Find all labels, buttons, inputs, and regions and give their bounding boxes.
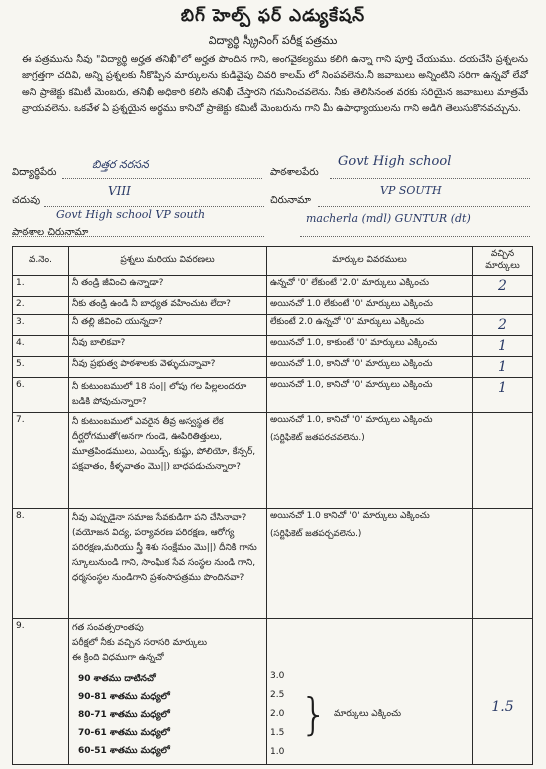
- row-score-cell[interactable]: [473, 509, 533, 619]
- row-number: 8.: [13, 509, 69, 619]
- band-value: 1.0: [270, 747, 285, 757]
- table-row: [13, 336, 533, 357]
- percent-band: 70-61 శాతము మధ్యలో: [78, 728, 170, 738]
- row-score: 1: [498, 359, 507, 375]
- col-header-score: వచ్చిన మార్కులు: [473, 247, 533, 276]
- class-value[interactable]: VIII: [108, 184, 131, 198]
- row-marks: అయినచో 1.0, కానిచో '0' మార్కులు ఎక్కించు: [270, 415, 433, 425]
- district-value[interactable]: macherla (mdl) GUNTUR (dt): [306, 212, 471, 225]
- band-value: 2.5: [270, 690, 285, 700]
- percent-band: 60-51 శాతము మధ్యలో: [78, 746, 170, 756]
- address-value[interactable]: VP SOUTH: [380, 184, 442, 197]
- row-marks: అయినచో 1.0, కానిచో '0' మార్కులు ఎక్కించు: [267, 378, 473, 413]
- row-number: 1.: [13, 276, 69, 297]
- row-number: 7.: [13, 413, 69, 509]
- col-header-marks: మార్కుల వివరములు: [267, 247, 473, 276]
- table-row: [13, 297, 533, 315]
- intro-paragraph: ఈ పత్రమును నీవు "విద్యార్థి అర్హత తనిఖీ"లో అర్హత పొందిన గాని, అంగవైకల్యము కలిగి ఉన్నా గాని పూర్తి చేయుము. దయచేసి ప్రశ్నలను జాగ్రత్తగా చదివి, అన్ని ప్రశ్నలకు నీకొప్పిన మార్కులను కుడివైపు చివరి కాలమ్ లో నింపవలెను.నీ జవాబులు అన్నింటిని సరిగా ఉన్నవో లేవో అని ప్రాజెక్టు కమిటీ మెంబరు, తనిఖీ అధికారి కలిసి తనిఖీ చేస్తారని గమనించవలెను. నీకు తెలిసినంత వరకు సరియైన జవాబులు మాత్రమే వ్రాయవలెను. ఒకవేళ ఏ ప్రశ్నయైన అర్థము కానిచో ప్రాజెక్టు కమిటీ మెంబరును గాని మీ ఉపాధ్యాయులను గాని అడిగి తెలుసుకొనవచ్చును.: [22, 54, 528, 115]
- row-score: 2: [498, 278, 507, 294]
- school-address-line: [12, 236, 264, 237]
- class-label: చదువు: [12, 195, 41, 206]
- row-number: 3.: [13, 315, 69, 336]
- school-name-label: పాఠశాలపేరు: [270, 167, 319, 178]
- row-score: 1.5: [491, 699, 514, 715]
- row-question-cell: [69, 619, 267, 765]
- row-score-cell[interactable]: [473, 297, 533, 315]
- row-score: 1: [498, 338, 507, 354]
- question-line: పరీక్షలో నీకు వచ్చిన సరాసరి మార్కులు: [72, 638, 208, 648]
- row-number: 5.: [13, 357, 69, 378]
- row-marks: అయినచో 1.0 లేకుంటే '0' మార్కులు ఎక్కించు: [267, 297, 473, 315]
- row-score: 2: [498, 317, 507, 333]
- screening-table: [12, 246, 533, 765]
- row-marks-note: (సర్టిఫికెట్ జతపరచవలెను.): [270, 433, 365, 443]
- school-address-value[interactable]: Govt High school VP south: [56, 208, 206, 221]
- district-line: [300, 236, 530, 237]
- row-marks: మార్కులు ఎక్కించు: [334, 708, 402, 719]
- brace-icon: }: [300, 688, 328, 740]
- row-marks: అయినచో 1.0, కాకుంటే '0' మార్కులు ఎక్కించు: [267, 336, 473, 357]
- school-name-value[interactable]: Govt High school: [338, 154, 452, 169]
- address-label: చిరునామా: [270, 195, 311, 206]
- row-score-cell[interactable]: [473, 378, 533, 413]
- row-question: నీవు ప్రభుత్వ పాఠశాలకు వెళ్ళుచున్నావా?: [69, 357, 267, 378]
- row-score-cell[interactable]: [473, 357, 533, 378]
- class-line: [44, 206, 264, 207]
- question-line: గత సంవత్సరాంతపు: [72, 623, 144, 633]
- table-row: [13, 276, 533, 297]
- row-score-cell[interactable]: [473, 276, 533, 297]
- school-address-label: పాఠశాల చిరునామా: [12, 227, 89, 238]
- table-row: [13, 413, 533, 509]
- row-question: నీవు బాలికవా?: [69, 336, 267, 357]
- row-score-cell[interactable]: [473, 413, 533, 509]
- table-row: [13, 357, 533, 378]
- row-marks-cell: [267, 509, 473, 619]
- row-marks-note: (సర్టిఫికెట్ జతపర్చవలెను.): [270, 529, 362, 539]
- question-line: ఈ క్రింది విధముగా ఉన్నచో: [72, 653, 164, 663]
- school-name-line: [330, 178, 530, 179]
- table-row: [13, 315, 533, 336]
- row-score-cell[interactable]: [473, 619, 533, 765]
- student-name-line: [62, 178, 262, 179]
- row-question: నీకు తండ్రి ఉండి నీ బాధ్యత వహించుట లేదా?: [69, 297, 267, 315]
- row-marks: లేకుంటే 2.0 ఉన్నచో '0' మార్కులు ఎక్కించు: [267, 315, 473, 336]
- row-number: 6.: [13, 378, 69, 413]
- address-line: [318, 206, 530, 207]
- row-marks-cell: [267, 413, 473, 509]
- row-question: నీవు ఎప్పుడైనా సమాజ సేవకుడిగా పని చేసినావా? (వయోజన విద్య, పర్యావరణ పరిరక్షణ, ఆరోగ్య పరిరక్షణ,మరియు స్త్రీ శిశు సంక్షేమం మొ||) దీనికి గాను స్కూలునుండి గాని, సాంఘిక సేవ సంస్థల నుండి గాని, ధర్మసంస్థల నుండిగాని ప్రశంసాపత్రము పొందినవా?: [69, 509, 267, 619]
- student-name-label: విద్యార్థిపేరు: [12, 167, 57, 178]
- band-value: 1.5: [270, 728, 285, 738]
- row-score-cell[interactable]: [473, 336, 533, 357]
- row-question: నీ తండ్రి జీవించి ఉన్నాడా?: [69, 276, 267, 297]
- row-number: 4.: [13, 336, 69, 357]
- table-row: [13, 509, 533, 619]
- percent-band: 90-81 శాతము మధ్యలో: [78, 692, 170, 702]
- band-value: 3.0: [270, 671, 285, 681]
- row-marks: ఉన్నచో '0' లేకుంటే '2.0' మార్కులు ఎక్కించు: [267, 276, 473, 297]
- percent-band: 80-71 శాతము మధ్యలో: [78, 710, 170, 720]
- row-number: 2.: [13, 297, 69, 315]
- form-title: బిగ్ హెల్ప్ ఫర్ ఎడ్యుకేషన్: [180, 6, 366, 26]
- row-marks: అయినచో 1.0 కానిచో '0' మార్కులు ఎక్కించు: [270, 511, 430, 521]
- band-value: 2.0: [270, 709, 285, 719]
- row-number: 9.: [13, 619, 69, 765]
- table-row: [13, 619, 533, 765]
- row-score: 1: [498, 380, 507, 396]
- form-subtitle: విద్యార్థి స్క్రీనింగ్ పరీక్ష పత్రము: [208, 34, 338, 47]
- row-score-cell[interactable]: [473, 315, 533, 336]
- col-header-number: వ.నెం.: [13, 247, 69, 276]
- row-question: నీ కుటుంబములో 18 సం|| లోపు గల పిల్లలందరూ బడికి పోవుచున్నారా?: [69, 378, 267, 413]
- percent-band: 90 శాతము దాటినచో: [78, 674, 156, 684]
- row-question: నీ కుటుంబములో ఎవరైన తీవ్ర అస్వస్థత లేక దీర్ఘరోగముతో(అనగా గుండె, ఊపిరితిత్తులు, మూత్రపిండములు, ఎయిడ్స్, కుష్టు, పోలియో, కేన్సర్, పక్షవాతం, కీళ్ళవాతం మొ||) బాధపడుచున్నారా?: [69, 413, 267, 509]
- student-name-value[interactable]: బిత్తర నరసన: [92, 158, 149, 171]
- row-marks-cell: [267, 619, 473, 765]
- table-header-row: [13, 247, 533, 276]
- table-row: [13, 378, 533, 413]
- row-marks: అయినచో 1.0, కానిచో '0' మార్కులు ఎక్కించు: [267, 357, 473, 378]
- col-header-questions: ప్రశ్నలు మరియు వివరణలు: [69, 247, 267, 276]
- row-question: నీ తల్లి జీవించి యున్నదా?: [69, 315, 267, 336]
